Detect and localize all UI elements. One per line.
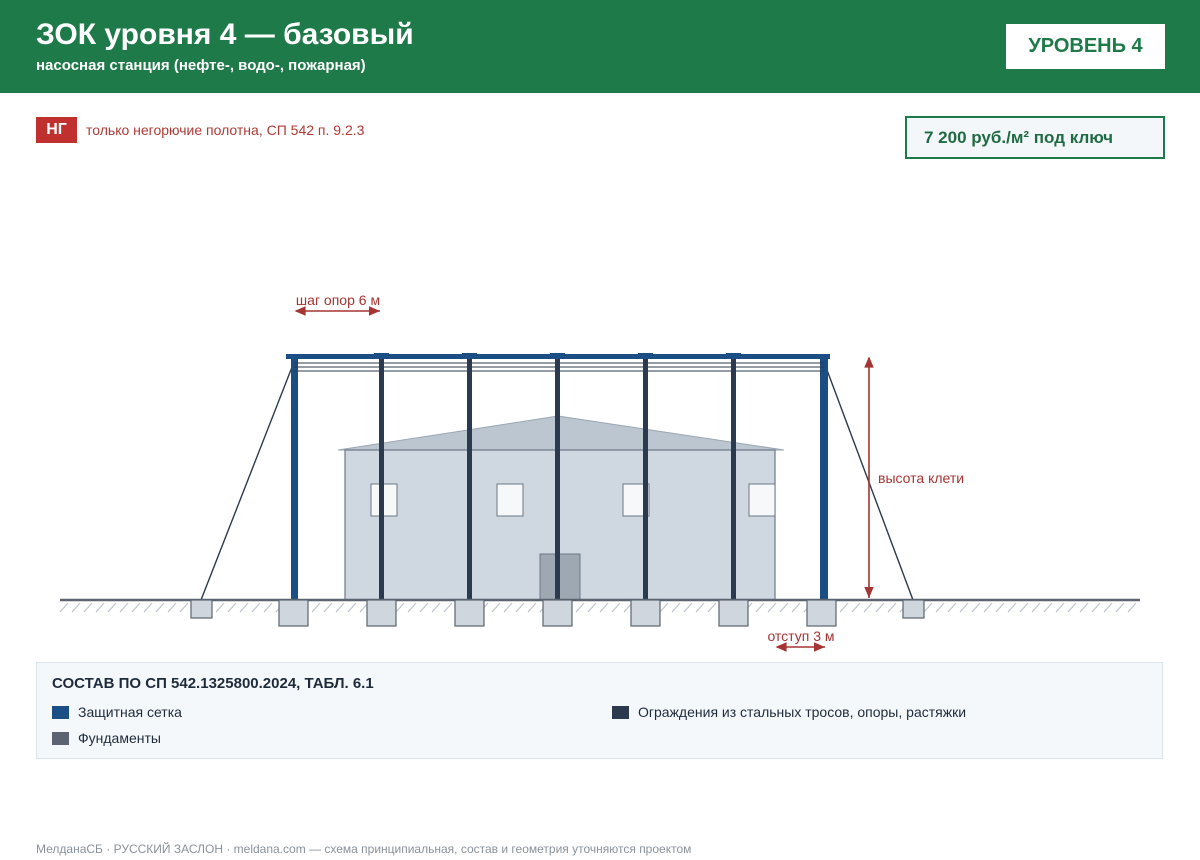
ground-hatch-mark [1020,603,1028,612]
support-post [643,356,648,600]
legend-item-foundations [52,730,161,746]
foundation [807,600,836,626]
foundation [455,600,484,626]
ground-hatch-mark [876,603,884,612]
ground-hatch-mark [924,603,932,612]
ground-hatch-mark [432,603,440,612]
ground-hatch-mark [96,603,104,612]
ground-hatch-mark [72,603,80,612]
ground-hatch-mark [336,603,344,612]
ground-hatch-mark [396,603,404,612]
ground-hatch-mark [504,603,512,612]
building-roof [338,416,784,450]
ground-hatch-mark [768,603,776,612]
ground-hatch-mark [936,603,944,612]
ground-hatch-mark [684,603,692,612]
support-post [731,356,736,600]
offset-label: отступ 3 м [767,628,835,644]
foundation [543,600,572,626]
ground-hatch-mark [672,603,680,612]
ground-hatch-mark [984,603,992,612]
ground-hatch-mark [972,603,980,612]
legend-swatch [52,706,69,719]
ground-hatch-mark [1008,603,1016,612]
ground-hatch-mark [1044,603,1052,612]
end-post-left [291,356,298,600]
ground-hatch-mark [144,603,152,612]
anchor-foundation [191,600,212,618]
ground-hatch-mark [312,603,320,612]
ground-hatch-mark [1080,603,1088,612]
ground-hatch-mark [696,603,704,612]
ground-hatch-mark [780,603,788,612]
ground-hatch-mark [792,603,800,612]
ground-hatch-mark [228,603,236,612]
ground-hatch-mark [348,603,356,612]
ground-hatch-mark [1056,603,1064,612]
ground-hatch-mark [888,603,896,612]
foundation [367,600,396,626]
ground-hatch-mark [612,603,620,612]
anchor-foundation [903,600,924,618]
foundation [279,600,308,626]
legend-label: Фундаменты [78,730,161,746]
protective-net-top [286,354,830,359]
foundation [719,600,748,626]
ground-hatch-mark [216,603,224,612]
end-post-right [820,356,828,600]
ground-hatch-mark [408,603,416,612]
ground-hatch-mark [708,603,716,612]
ground-hatch-mark [240,603,248,612]
foundation [631,600,660,626]
legend-label: Ограждения из стальных тросов, опоры, растяжки [638,704,967,720]
ground-hatch-mark [588,603,596,612]
pump-station-building [338,416,784,600]
building-window [749,484,775,516]
ground-hatch-mark [960,603,968,612]
ground-hatch-mark [132,603,140,612]
support-post [555,356,560,600]
ground-hatching [60,603,1136,612]
page-title: ЗОК уровня 4 — базовый [36,18,414,51]
ground-hatch-mark [1068,603,1076,612]
ground-hatch-mark [492,603,500,612]
support-step-label: шаг опор 6 м [295,292,381,308]
ground-hatch-mark [1092,603,1100,612]
ground-hatch-mark [1128,603,1136,612]
legend-panel [36,662,1163,759]
ground-hatch-mark [660,603,668,612]
ground-hatch-mark [168,603,176,612]
ground-hatch-mark [120,603,128,612]
support-post [467,356,472,600]
ground-hatch-mark [420,603,428,612]
legend-swatch [52,732,69,745]
ground-hatch-mark [852,603,860,612]
legend-item-cables [612,704,966,720]
ground-hatch-mark [948,603,956,612]
cage-height-label: высота клети [878,470,965,486]
footer-note: МелданаСБ · РУССКИЙ ЗАСЛОН · meldana.com — схема принципиальная, состав и геометрия уточняются проектом [36,842,692,856]
ground-hatch-mark [1116,603,1124,612]
level-badge: УРОВЕНЬ 4 [1006,24,1165,69]
price-text: 7 200 руб./м² под ключ [924,127,1113,147]
ground-hatch-mark [264,603,272,612]
legend-item-net [52,704,182,720]
legend-label: Защитная сетка [78,704,182,720]
ground-hatch-mark [1032,603,1040,612]
ground-hatch-mark [576,603,584,612]
ground-hatch-mark [180,603,188,612]
legend-title: СОСТАВ ПО СП 542.1325800.2024, ТАБЛ. 6.1 [52,675,374,692]
ground-hatch-mark [864,603,872,612]
ground-hatch-mark [84,603,92,612]
ground-hatch-mark [516,603,524,612]
support-post [379,356,384,600]
ground-hatch-mark [156,603,164,612]
ground-hatch-mark [996,603,1004,612]
legend-swatch [612,706,629,719]
ng-badge: НГ [36,117,77,143]
ground-hatch-mark [1104,603,1112,612]
page-subtitle: насосная станция (нефте-, водо-, пожарная) [36,57,366,74]
ground-hatch-mark [324,603,332,612]
ground-hatch-mark [840,603,848,612]
building-window [497,484,523,516]
ground-hatch-mark [108,603,116,612]
foundations [191,600,924,626]
ground-hatch-mark [600,603,608,612]
ground-hatch-mark [252,603,260,612]
ground-hatch-mark [756,603,764,612]
guy-wire-left [201,362,294,600]
ng-note: только негорючие полотна, СП 542 п. 9.2.3 [86,122,365,138]
ground-hatch-mark [528,603,536,612]
ground-hatch-mark [60,603,68,612]
ground-hatch-mark [444,603,452,612]
